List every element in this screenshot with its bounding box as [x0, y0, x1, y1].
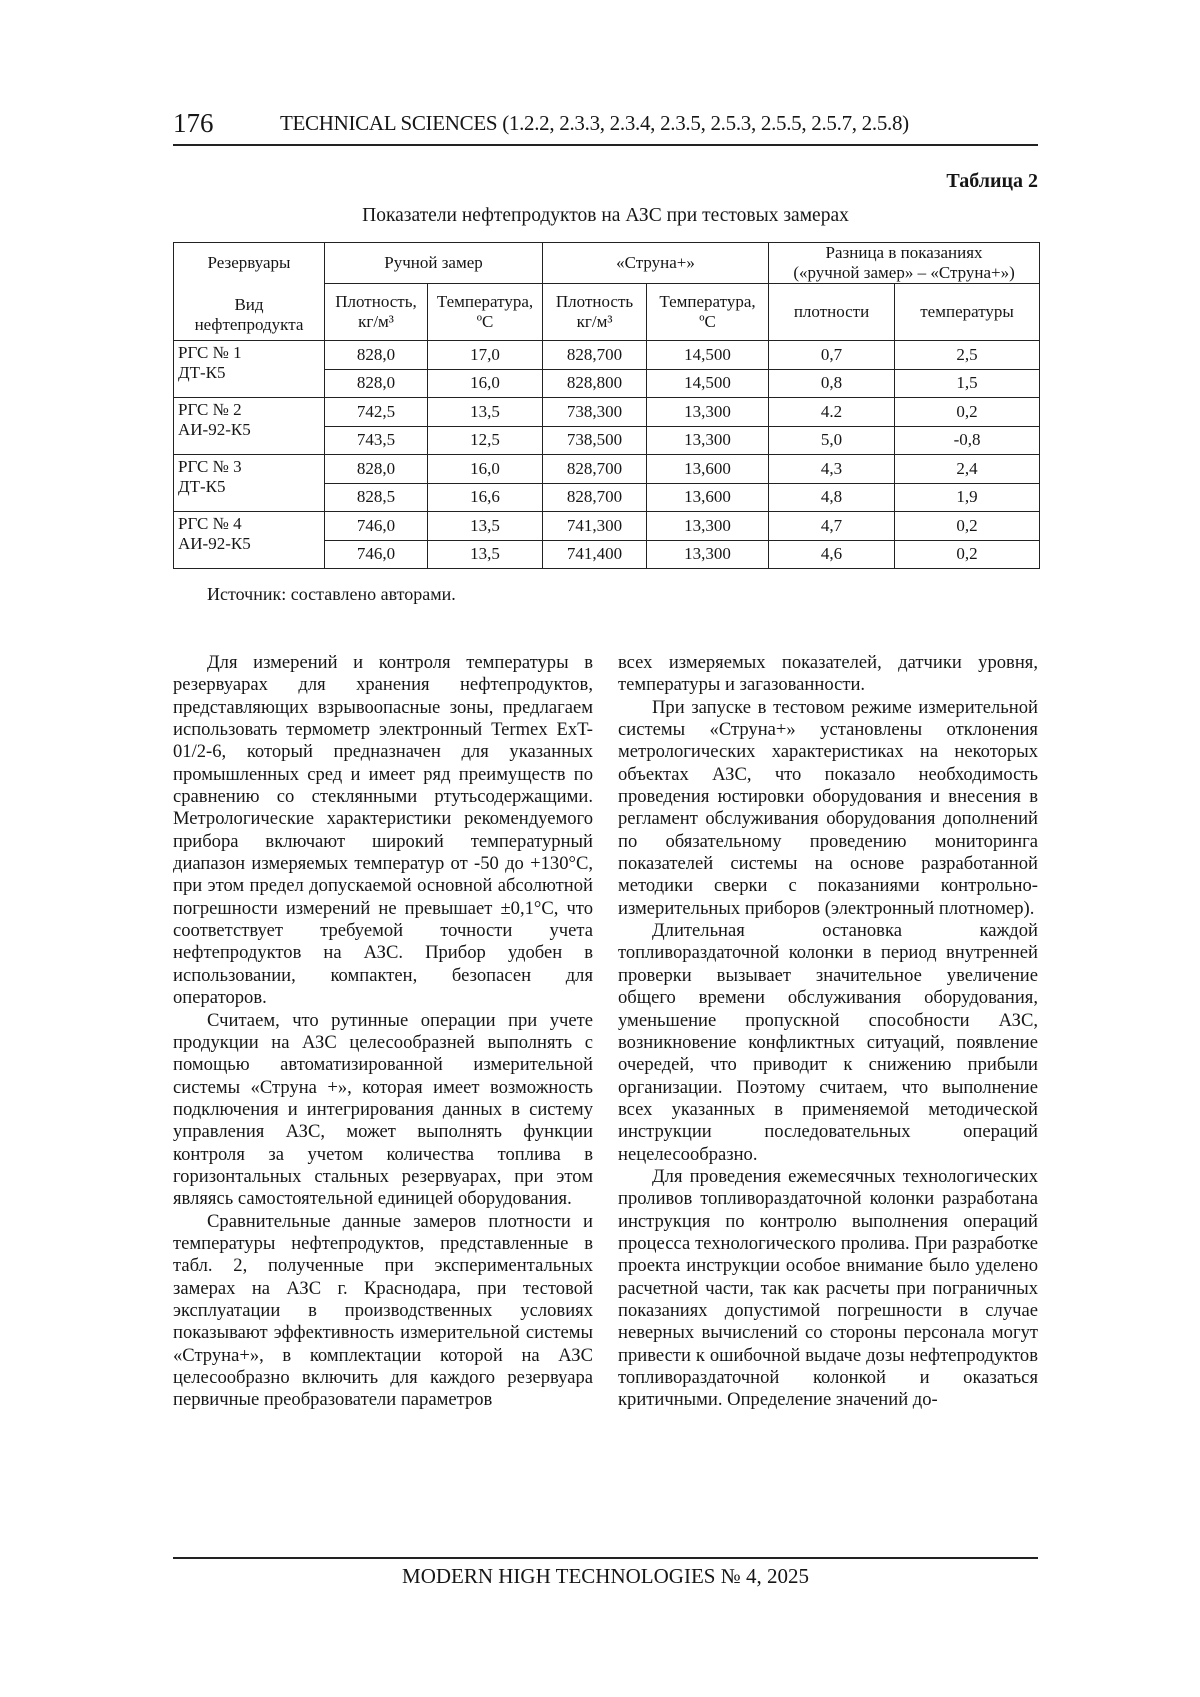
header-manual-density [325, 284, 428, 341]
diff-density-cell: 4,3 [769, 455, 895, 484]
diff-density-cell: 4.2 [769, 398, 895, 427]
reservoir-product: АИ-92-К5 [178, 420, 251, 439]
struna-temp-cell: 13,600 [647, 483, 769, 512]
manual-density-cell: 828,0 [325, 369, 428, 398]
paragraph: Для проведения ежемесячных технологических проливов топливораздаточной колонки разработана инструкция по контролю выполнения операций процесса технологического пролива. При разработке проекта инструкции особое внимание было уделено расчетной части, так как расчеты при пограничных показаниях допустимой погрешности в случае неверных вычислений со стороны персонала могут привести к ошибочной выдаче дозы нефтепродуктов топливораздаточной колонкой и оказаться критичными. Определение значений до- [618, 1165, 1038, 1411]
diff-temp-cell: 0,2 [895, 540, 1040, 569]
struna-density-cell: 828,800 [543, 369, 647, 398]
body-left-column [173, 652, 593, 1412]
header-struna-temp-line1: Температура, [659, 292, 756, 311]
diff-temp-cell: 2,5 [895, 341, 1040, 370]
header-difference [769, 243, 1040, 284]
struna-temp-cell: 14,500 [647, 341, 769, 370]
diff-density-cell: 4,6 [769, 540, 895, 569]
header-struna-density [543, 284, 647, 341]
struna-density-cell: 828,700 [543, 341, 647, 370]
manual-temp-cell: 16,6 [428, 483, 543, 512]
diff-density-cell: 4,7 [769, 512, 895, 541]
manual-density-cell: 743,5 [325, 426, 428, 455]
reservoir-name: РГС № 2 [178, 400, 242, 419]
paragraph: Сравнительные данные замеров плотности и температуры нефтепродуктов, представленные в табл. 2, полученные при экспериментальных замерах на АЗС г. Краснодара, при тестовой эксплуатации в производственных условиях показывают эффективность измерительной системы «Струна+», в комплектации которой на АЗС целесообразно включить для каждого резервуара первичные преобразователи параметров [173, 1210, 593, 1411]
reservoir-cell [174, 512, 325, 569]
diff-temp-cell: 2,4 [895, 455, 1040, 484]
table-header-row [174, 243, 1040, 284]
diff-density-cell: 5,0 [769, 426, 895, 455]
manual-density-cell: 828,0 [325, 341, 428, 370]
manual-temp-cell: 13,5 [428, 512, 543, 541]
paragraph-continued: всех измеряемых показателей, датчики уровня, температуры и загазованности. [618, 652, 1038, 696]
struna-temp-cell: 14,500 [647, 369, 769, 398]
paragraph: Считаем, что рутинные операции при учете продукции на АЗС целесообразней выполнять с помощью автоматизированной измерительной системы «Струна +», которая имеет возможность подключения и интегрирования данных в систему управления АЗС, может выполнять функции контроля за учетом количества топлива в горизонтальных стальных резервуарах, при этом являясь самостоятельной единицей оборудования. [173, 1009, 593, 1210]
page-number: 176 [173, 108, 214, 138]
body-right-column [618, 652, 1038, 1412]
struna-density-cell: 828,700 [543, 483, 647, 512]
diff-temp-cell: 1,5 [895, 369, 1040, 398]
manual-temp-cell: 13,5 [428, 540, 543, 569]
header-difference-line1: Разница в показаниях [825, 243, 983, 262]
struna-density-cell: 828,700 [543, 455, 647, 484]
reservoir-name: РГС № 3 [178, 457, 242, 476]
page-footer: MODERN HIGH TECHNOLOGIES № 4, 2025 [173, 1557, 1038, 1591]
page-header [173, 106, 1038, 146]
header-difference-line2: («ручной замер» – «Струна+») [793, 263, 1015, 282]
reservoir-product: АИ-92-К5 [178, 534, 251, 553]
diff-temp-cell: 0,2 [895, 398, 1040, 427]
paragraph: При запуске в тестовом режиме измерительной системы «Струна+» установлены отклонения метрологических характеристиках на некоторых объектах АЗС, что показало необходимость проведения юстировки оборудования и внесения в регламент обслуживания оборудования дополнений по обязательному проведению мониторинга показателей системы на основе разработанной методики сверки с показаниями контрольно-измерительных приборов (электронный плотномер). [618, 696, 1038, 919]
data-table [173, 242, 1040, 569]
table-source-note: Источник: составлено авторами. [207, 584, 456, 604]
table-label: Таблица 2 [946, 170, 1038, 192]
reservoir-cell [174, 455, 325, 512]
diff-density-cell: 4,8 [769, 483, 895, 512]
manual-temp-cell: 12,5 [428, 426, 543, 455]
struna-temp-cell: 13,600 [647, 455, 769, 484]
struna-density-cell: 738,300 [543, 398, 647, 427]
table-row [174, 455, 1040, 484]
reservoir-product: ДТ-К5 [178, 477, 226, 496]
struna-temp-cell: 13,300 [647, 512, 769, 541]
manual-temp-cell: 17,0 [428, 341, 543, 370]
table-row [174, 398, 1040, 427]
header-manual-temp [428, 284, 543, 341]
diff-density-cell: 0,8 [769, 369, 895, 398]
manual-density-cell: 746,0 [325, 540, 428, 569]
struna-temp-cell: 13,300 [647, 426, 769, 455]
header-manual-temp-line2: ºС [476, 312, 494, 331]
diff-density-cell: 0,7 [769, 341, 895, 370]
manual-temp-cell: 16,0 [428, 455, 543, 484]
header-reservoirs [174, 243, 325, 341]
manual-temp-cell: 13,5 [428, 398, 543, 427]
header-reservoirs-label: Резервуары [207, 253, 291, 272]
header-manual-temp-line1: Температура, [436, 292, 534, 311]
table-caption: Показатели нефтепродуктов на АЗС при тестовых замерах [362, 205, 849, 226]
header-struna-density-line1: Плотность [555, 292, 634, 311]
header-struna-temp [647, 284, 769, 341]
struna-density-cell: 741,400 [543, 540, 647, 569]
manual-temp-cell: 16,0 [428, 369, 543, 398]
struna-density-cell: 738,500 [543, 426, 647, 455]
header-manual-density-line2: кг/м³ [358, 312, 394, 331]
header-product-type-line2: нефтепродукта [194, 315, 304, 334]
header-struna: «Струна+» [543, 243, 769, 284]
diff-temp-cell: 0,2 [895, 512, 1040, 541]
table-row [174, 341, 1040, 370]
manual-density-cell: 742,5 [325, 398, 428, 427]
header-manual: Ручной замер [325, 243, 543, 284]
reservoir-name: РГС № 4 [178, 514, 242, 533]
table-row [174, 512, 1040, 541]
journal-section-title: TECHNICAL SCIENCES (1.2.2, 2.3.3, 2.3.4, 2.3.5, 2.5.3, 2.5.5, 2.5.7, 2.5.8) [280, 111, 909, 135]
manual-density-cell: 828,0 [325, 455, 428, 484]
reservoir-cell [174, 341, 325, 398]
paragraph: Длительная остановка каждой топливораздаточной колонки в период внутренней проверки вызывает значительное увеличение общего времени обслуживания оборудования, уменьшение пропускной способности АЗС, возникновение конфликтных ситуаций, появление очередей, что приводит к снижению прибыли организации. Поэтому считаем, что выполнение всех указанных в применяемой методической инструкции последовательных операций нецелесообразно. [618, 920, 1038, 1165]
header-manual-density-line1: Плотность, [335, 292, 417, 311]
header-struna-temp-line2: ºС [699, 312, 716, 331]
manual-density-cell: 746,0 [325, 512, 428, 541]
header-struna-density-line2: кг/м³ [576, 312, 613, 331]
manual-density-cell: 828,5 [325, 483, 428, 512]
reservoir-product: ДТ-К5 [178, 363, 226, 382]
reservoir-cell [174, 398, 325, 455]
header-diff-density: плотности [769, 284, 895, 341]
paragraph: Для измерений и контроля температуры в резервуарах для хранения нефтепродуктов, представляющих взрывоопасные зоны, предлагаем использовать термометр электронный Termex ExT-01/2-6, который предназначен для указанных промышленных сред и имеет ряд преимуществ по сравнению со стеклянными ртутьсодержащими. Метрологические характеристики рекомендуемого прибора включают широкий температурный диапазон измеряемых температур от -50 до +130°С, при этом предел допускаемой основной абсолютной погрешности измерений не превышает ±0,1°С, что соответствует требуемой точности учета нефтепродуктов на АЗС. Прибор удобен в использовании, компактен, безопасен для операторов. [173, 652, 593, 1009]
diff-temp-cell: 1,9 [895, 483, 1040, 512]
reservoir-name: РГС № 1 [178, 343, 242, 362]
struna-temp-cell: 13,300 [647, 398, 769, 427]
header-product-type-line1: Вид [234, 295, 264, 314]
struna-temp-cell: 13,300 [647, 540, 769, 569]
diff-temp-cell: -0,8 [895, 426, 1040, 455]
struna-density-cell: 741,300 [543, 512, 647, 541]
header-diff-temp: температуры [895, 284, 1040, 341]
